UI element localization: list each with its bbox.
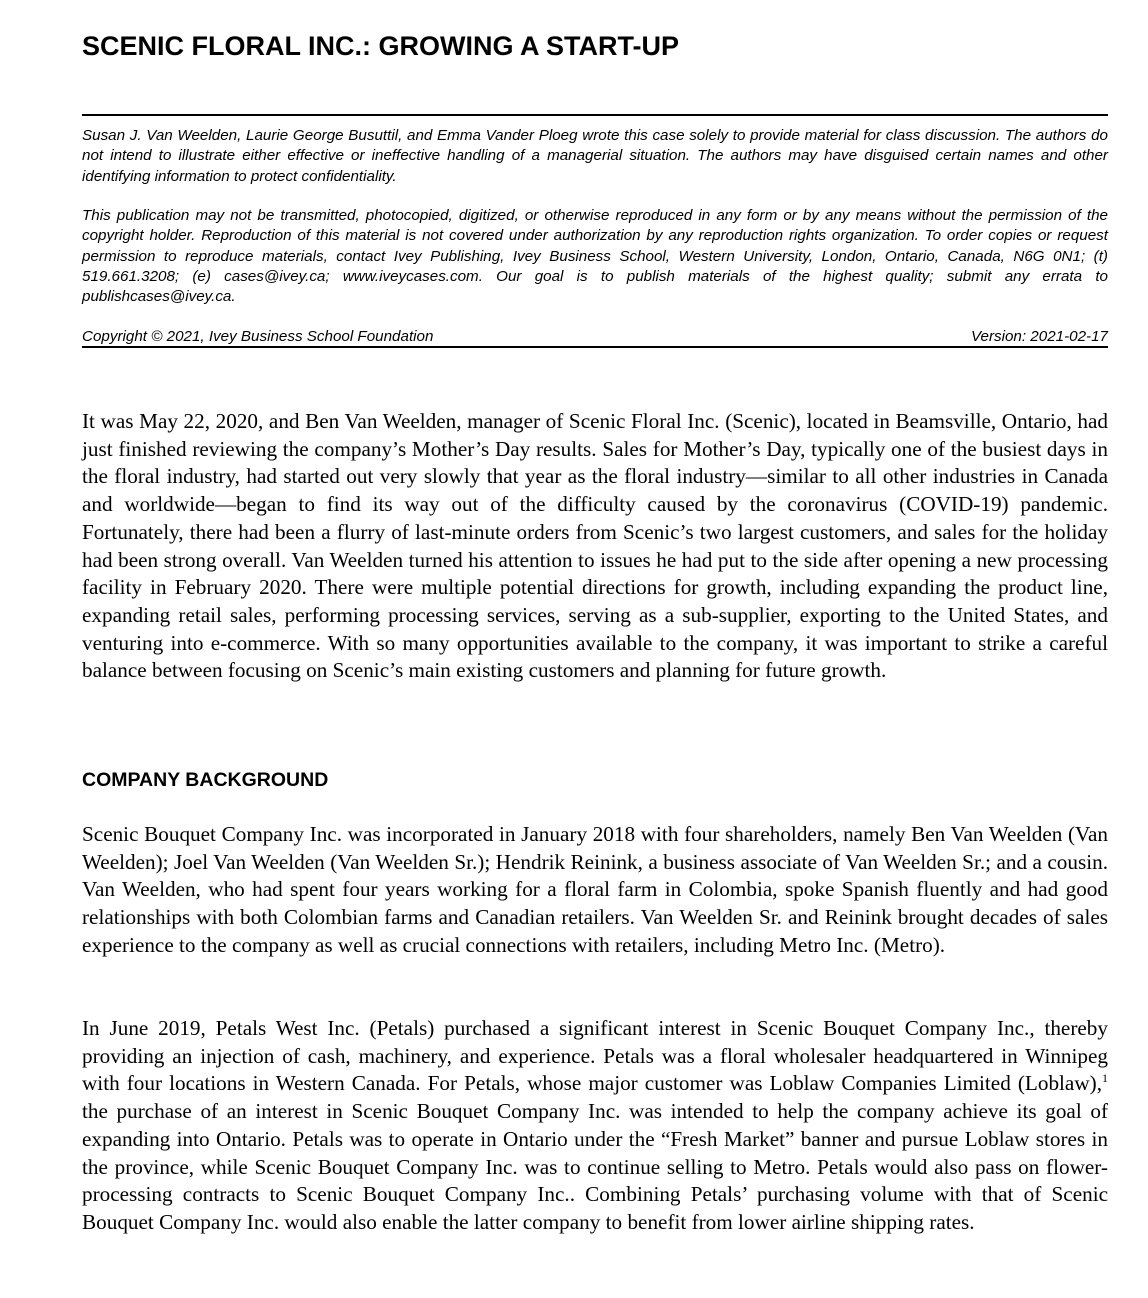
background-paragraph-2 <box>82 1015 1108 1237</box>
section-heading-company-background: COMPANY BACKGROUND <box>82 769 329 791</box>
background-paragraph-1: Scenic Bouquet Company Inc. was incorporated in January 2018 with four shareholders, namely Ben Van Weelden (Van Weelden); Joel Van Weelden (Van Weelden Sr.); Hendrik Reinink, a business associate of Van Weelden Sr.; and a cousin. Van Weelden, who had spent four years working for a floral farm in Colombia, spoke Spanish fluently and had good relationships with both Colombian farms and Canadian retailers. Van Weelden Sr. and Reinink brought decades of sales experience to the company as well as crucial connections with retailers, including Metro Inc. (Metro). <box>82 822 1108 957</box>
copyright-notice: This publication may not be transmitted, photocopied, digitized, or otherwise reproduced in any form or by any means without the permission of the copyright holder. Reproduction of this material is not covered under authorization by any reproduction rights organization. To order copies or request permission to reproduce materials, contact Ivey Publishing, Ivey Business School, Western University, London, Ontario, Canada, N6G 0N1; (t) 519.661.3208; (e) cases@ivey.ca; www.iveycases.com. Our goal is to publish materials of the highest quality; submit any errata to publishcases@ivey.ca. <box>82 207 1108 306</box>
header-rule-bottom <box>82 346 1108 348</box>
intro-paragraph: It was May 22, 2020, and Ben Van Weelden, manager of Scenic Floral Inc. (Scenic), located in Beamsville, Ontario, had just finished reviewing the company’s Mother’s Day results. Sales for Mother’s Day, typically one of the busiest days in the floral industry, had started out very slowly that year as the floral industry—similar to all other industries in Canada and worldwide—began to find its way out of the difficulty caused by the coronavirus (COVID-19) pandemic. Fortunately, there had been a flurry of last-minute orders from Scenic’s two largest customers, and sales for the holiday had been strong overall. Van Weelden turned his attention to issues he had put to the side after opening a new processing facility in February 2020. There were multiple potential directions for growth, including expanding the product line, expanding retail sales, performing processing services, serving as a sub-supplier, exporting to the United States, and venturing into e-commerce. With so many opportunities available to the company, it was important to strike a careful balance between focusing on Scenic’s main existing customers and planning for future growth. <box>82 409 1108 683</box>
authorship-notice: Susan J. Van Weelden, Laurie George Busuttil, and Emma Vander Ploeg wrote this case solely to provide material for class discussion. The authors do not intend to illustrate either effective or ineffective handling of a managerial situation. The authors may have disguised certain names and other identifying information to protect confidentiality. <box>82 127 1108 185</box>
header-rule-top <box>82 114 1108 116</box>
background-paragraph-2-part-2: the purchase of an interest in Scenic Bouquet Company Inc. was intended to help the company achieve its goal of expanding into Ontario. Petals was to operate in Ontario under the “Fresh Market” banner and pursue Loblaw stores in the province, while Scenic Bouquet Company Inc. was to continue selling to Metro. Petals would also pass on flower-processing contracts to Scenic Bouquet Company Inc.. Combining Petals’ purchasing volume with that of Scenic Bouquet Company Inc. would also enable the latter company to benefit from lower airline shipping rates. <box>82 1099 1108 1234</box>
background-paragraph-2-part-1: In June 2019, Petals West Inc. (Petals) purchased a significant interest in Scenic Bouquet Company Inc., thereby providing an injection of cash, machinery, and experience. Petals was a floral wholesaler headquartered in Winnipeg with four locations in Western Canada. For Petals, whose major customer was Loblaw Companies Limited (Loblaw), <box>82 1016 1108 1096</box>
case-title: SCENIC FLORAL INC.: GROWING A START-UP <box>82 31 679 61</box>
version-label: Version: 2021-02-17 <box>970 328 1108 345</box>
footnote-marker: 1 <box>1102 1071 1108 1086</box>
copyright-row <box>82 327 1108 347</box>
copyright-line: Copyright © 2021, Ivey Business School Foundation <box>82 328 434 345</box>
